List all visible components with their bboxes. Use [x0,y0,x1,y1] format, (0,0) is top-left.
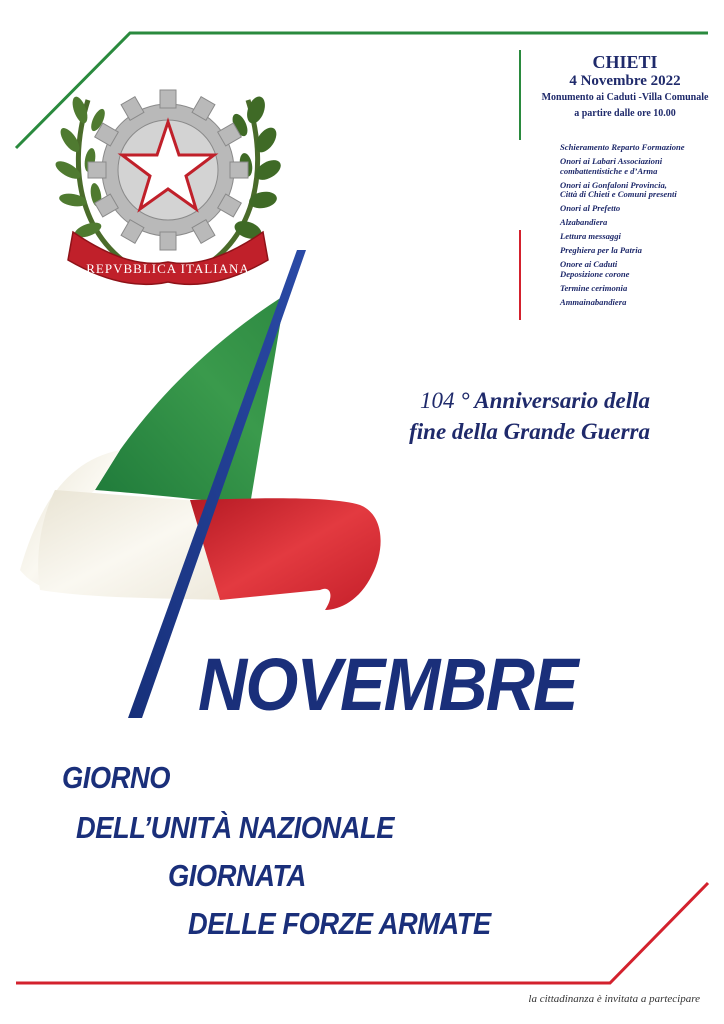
program-item: Termine cerimonia [560,282,628,293]
anniversary-line1-rest: ° Anniversario della [460,388,650,413]
program-item: Onori ai Gonfaloni Provincia, Città di Chieti e Comuni presenti [560,179,677,199]
subtitle-line-2: DELL’UNITÀ NAZIONALE [76,810,395,845]
program-item: Alzabandiera [560,217,608,227]
italian-republic-emblem [53,90,284,284]
program-item: Lettura messaggi [560,231,621,241]
anniversary-number: 104 [419,388,455,413]
subtitle-line-4: DELLE FORZE ARMATE [188,906,491,941]
subtitle-line-1: GIORNO [62,760,171,795]
program-item: Onori ai Labari Associazioni combattentistiche e d’Arma [560,156,663,176]
event-place: Monumento ai Caduti -Villa Comunale [541,92,709,103]
emblem-ribbon-text: REPVBBLICA ITALIANA [86,261,250,276]
event-start-time: a partire dalle ore 10.00 [574,108,676,119]
subtitle-line-3: GIORNATA [168,858,306,893]
anniversary-line1 [300,385,650,416]
program-item: Schieramento Reparto Formazione [560,142,685,152]
tricolour-flag-ribbon [20,295,381,610]
anniversary-line2: fine della Grande Guerra [409,419,650,444]
anniversary-text [300,385,650,447]
program-item: Ammainabandiera [560,296,627,307]
program-item: Onori al Prefetto [560,203,621,213]
event-date: 4 Novembre 2022 [569,73,681,89]
event-city: CHIETI [592,52,658,72]
program-item: Preghiera per la Patria [560,245,642,255]
headline-month: NOVEMBRE [198,643,577,726]
program-item: Onore ai Caduti Deposizione corone [560,259,630,279]
footer-invitation: la cittadinanza è invitata a partecipare [528,993,700,1005]
ceremony-program [560,143,720,312]
